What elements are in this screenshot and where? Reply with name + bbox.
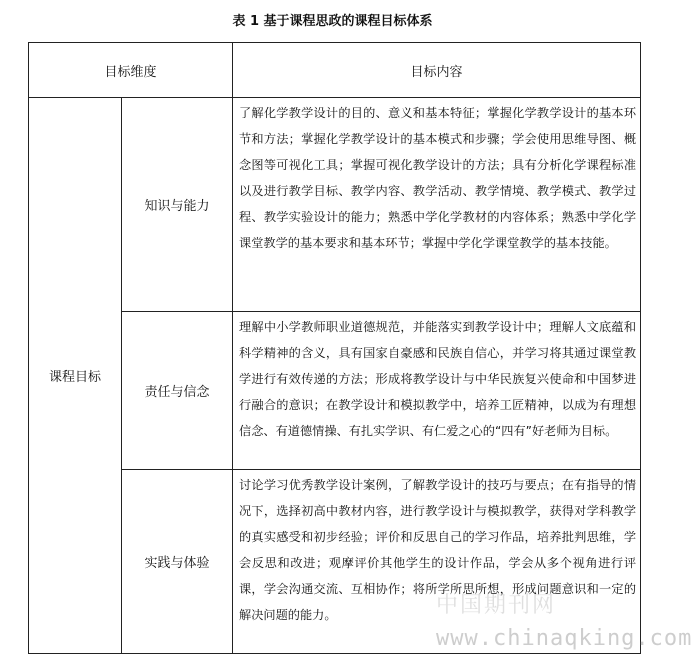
content-cell: 理解中小学教师职业道德规范，并能落实到教学设计中；理解人文底蕴和科学精神的含义，具有国家自豪感和民族自信心，并学习将其通过课堂教学进行有效传递的方法；形成将教学设计与中华民族复兴使命和中国梦进行融合的意识；在教学设计和模拟教学中，培养工匠精神，以成为有理想信念、有道德情操、有扎实学识、有仁爱之心的“四有”好老师为目标。 (233, 312, 641, 470)
content-cell: 讨论学习优秀教学设计案例，了解教学设计的技巧与要点；在有指导的情况下，选择初高中教材内容，进行教学设计与模拟教学，获得对学科教学的真实感受和初步经验；评价和反思自己的学习作品，培养批判思维，学会反思和改进；观摩评价其他学生的设计作品，学会从多个视角进行评课，学会沟通交流、互相协作；将所学所思所想，形成问题意识和一定的解决问题的能力。 (233, 470, 641, 654)
group-label-cell: 课程目标 (29, 98, 122, 654)
content-cell: 了解化学教学设计的目的、意义和基本特征；掌握化学教学设计的基本环节和方法；掌握化学教学设计的基本模式和步骤；学会使用思维导图、概念图等可视化工具；掌握可视化教学设计的方法；具有分析化学课程标准以及进行教学目标、教学内容、教学活动、教学情境、教学模式、教学过程、教学实验设计的能力；熟悉中学化学教材的内容体系；熟悉中学化学课堂教学的基本要求和基本环节；掌握中学化学课堂教学的基本技能。 (233, 98, 641, 312)
table-header-row (29, 43, 641, 98)
table-row (29, 98, 641, 312)
course-goal-table (28, 42, 641, 654)
header-content: 目标内容 (233, 43, 641, 98)
table-title: 表 1 基于课程思政的课程目标体系 (232, 14, 433, 29)
dimension-cell: 知识与能力 (122, 98, 233, 312)
header-dimension: 目标维度 (29, 43, 233, 98)
watermark-site-name: 中国期刊网 (436, 593, 557, 618)
watermark-url: www.chinaqking.com (436, 626, 692, 651)
dimension-cell: 责任与信念 (122, 312, 233, 470)
dimension-cell: 实践与体验 (122, 470, 233, 654)
